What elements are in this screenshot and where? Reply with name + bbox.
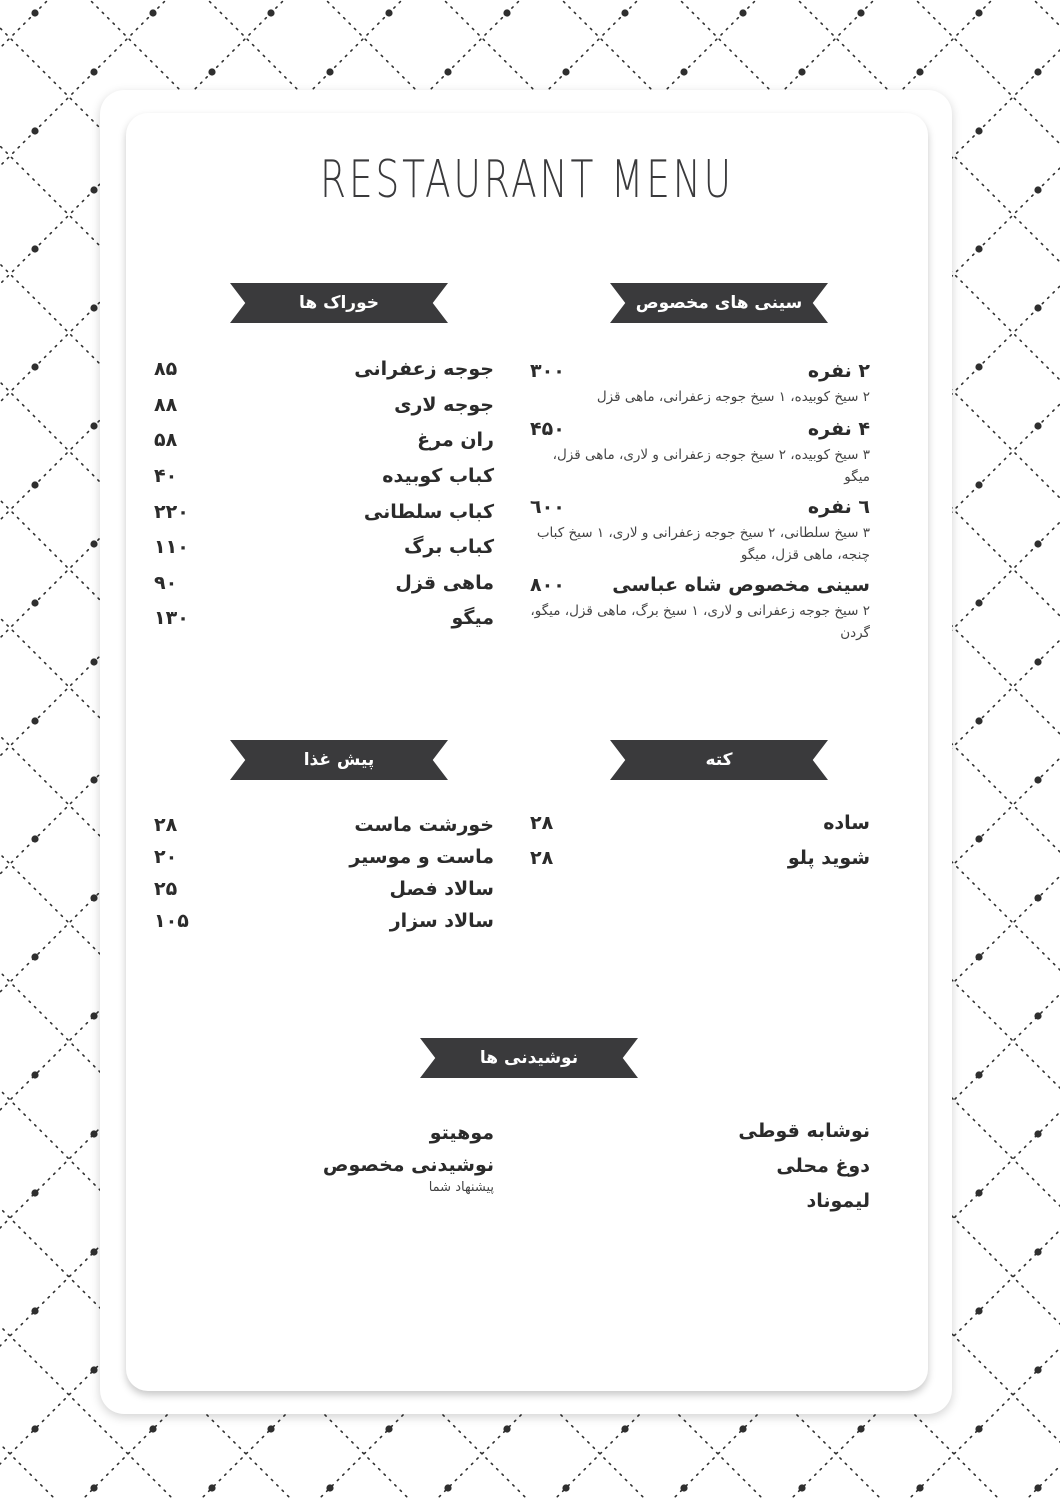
item-price: ۲۸ xyxy=(530,847,553,869)
pattern-dot xyxy=(31,953,38,960)
item-price: ۲۰ xyxy=(154,846,177,868)
pattern-dot xyxy=(90,1248,97,1255)
pattern-dot xyxy=(1034,1012,1041,1019)
pattern-dot xyxy=(31,1425,38,1432)
pattern-dot xyxy=(975,1307,982,1314)
ribbon-drinks-label: نوشیدنی ها xyxy=(480,1048,578,1068)
pattern-dot xyxy=(1034,540,1041,547)
pattern-dot xyxy=(1034,68,1041,75)
item-price: ۹۰ xyxy=(154,572,177,594)
item-price: ۳۰۰ xyxy=(530,360,565,382)
item-price: ۱۱۰ xyxy=(154,536,189,558)
item-description: ۲ سیخ جوجه زعفرانی و لاری، ۱ سیخ برگ، ماهی قزل، میگو، گردن xyxy=(530,600,870,644)
pattern-dot xyxy=(975,9,982,16)
pattern-dot xyxy=(31,127,38,134)
pattern-dot xyxy=(208,68,215,75)
pattern-dot xyxy=(975,717,982,724)
ribbon-appetizers-label: پیش غذا xyxy=(304,750,375,770)
main-item xyxy=(154,394,494,416)
pattern-dot xyxy=(267,9,274,16)
kateh-item xyxy=(530,847,870,869)
item-name: سالاد سزار xyxy=(390,910,494,932)
pattern-dot xyxy=(31,835,38,842)
pattern-dot xyxy=(31,9,38,16)
pattern-dot xyxy=(975,835,982,842)
pattern-dot xyxy=(916,1484,923,1491)
pattern-dot xyxy=(31,1307,38,1314)
pattern-dot xyxy=(90,1130,97,1137)
drink-note: پیشنهاد شما xyxy=(154,1180,494,1195)
pattern-dot xyxy=(90,894,97,901)
main-item xyxy=(154,607,494,629)
item-price: ۸۵ xyxy=(154,358,177,380)
main-item xyxy=(154,358,494,380)
pattern-dot xyxy=(975,953,982,960)
main-item xyxy=(154,429,494,451)
pattern-dot xyxy=(90,1366,97,1373)
pattern-dot xyxy=(1034,894,1041,901)
pattern-dot xyxy=(562,1484,569,1491)
pattern-dot xyxy=(975,127,982,134)
pattern-dot xyxy=(31,363,38,370)
pattern-dot xyxy=(798,1484,805,1491)
pattern-dot xyxy=(90,422,97,429)
drink-item: لیموناد xyxy=(530,1190,870,1212)
ribbon-kateh-label: کته xyxy=(705,750,732,770)
ribbon-trays-label: سینی های مخصوص xyxy=(636,293,802,313)
pattern-dot xyxy=(444,1484,451,1491)
ribbon-trays xyxy=(610,283,828,323)
item-name: ٦ نفره xyxy=(808,496,870,518)
ribbon-mains xyxy=(230,283,448,323)
item-name: ماهی قزل xyxy=(395,572,494,594)
pattern-dot xyxy=(385,1425,392,1432)
drink-item: نوشابه قوطی xyxy=(530,1120,870,1142)
ribbon-drinks xyxy=(420,1038,638,1078)
pattern-dot xyxy=(90,304,97,311)
pattern-dot xyxy=(326,68,333,75)
pattern-dot xyxy=(31,245,38,252)
pattern-dot xyxy=(90,776,97,783)
pattern-dot xyxy=(857,9,864,16)
item-price: ۲۸ xyxy=(154,814,177,836)
item-name: جوجه لاری xyxy=(394,394,494,416)
item-price: ۲۲۰ xyxy=(154,501,189,523)
pattern-dot xyxy=(680,68,687,75)
item-price: ۸۰۰ xyxy=(530,574,565,596)
pattern-dot xyxy=(149,9,156,16)
item-name: خورشت ماست xyxy=(354,814,494,836)
pattern-dot xyxy=(31,1071,38,1078)
pattern-dot xyxy=(1034,1130,1041,1137)
item-price: ٦۰۰ xyxy=(530,496,565,518)
item-price: ۴۰ xyxy=(154,465,177,487)
pattern-dot xyxy=(1034,422,1041,429)
pattern-dot xyxy=(1034,658,1041,665)
item-name: میگو xyxy=(452,607,494,629)
pattern-dot xyxy=(1034,186,1041,193)
pattern-dot xyxy=(621,9,628,16)
ribbon-appetizers xyxy=(230,740,448,780)
item-name: کباب سلطانی xyxy=(364,501,494,523)
main-item xyxy=(154,465,494,487)
pattern-dot xyxy=(503,1425,510,1432)
pattern-dot xyxy=(31,481,38,488)
item-price: ۱۰۵ xyxy=(154,910,189,932)
pattern-dot xyxy=(975,481,982,488)
pattern-dot xyxy=(975,363,982,370)
pattern-dot xyxy=(326,1484,333,1491)
pattern-dot xyxy=(621,1425,628,1432)
pattern-dot xyxy=(680,1484,687,1491)
pattern-dot xyxy=(739,1425,746,1432)
pattern-dot xyxy=(31,599,38,606)
item-price: ۸۸ xyxy=(154,394,177,416)
item-name: ساده xyxy=(823,812,870,834)
item-name: ماست و موسیر xyxy=(349,846,494,868)
ribbon-kateh xyxy=(610,740,828,780)
drink-item: دوغ محلی xyxy=(530,1155,870,1177)
kateh-item xyxy=(530,812,870,834)
item-name: شوید پلو xyxy=(788,847,870,869)
appetizer-item xyxy=(154,878,494,900)
item-name: جوجه زعفرانی xyxy=(354,358,494,380)
pattern-dot xyxy=(385,9,392,16)
pattern-dot xyxy=(562,68,569,75)
drink-item: نوشیدنی مخصوص xyxy=(154,1154,494,1176)
item-description: ۲ سیخ کوبیده، ۱ سیخ جوجه زعفرانی، ماهی قزل xyxy=(530,386,870,408)
tray-item xyxy=(530,360,870,382)
pattern-dot xyxy=(975,1189,982,1196)
pattern-dot xyxy=(975,1071,982,1078)
pattern-dot xyxy=(90,658,97,665)
appetizer-item xyxy=(154,846,494,868)
pattern-dot xyxy=(1034,1248,1041,1255)
pattern-dot xyxy=(916,68,923,75)
pattern-dot xyxy=(90,540,97,547)
pattern-dot xyxy=(1034,776,1041,783)
item-name: ۴ نفره xyxy=(808,418,870,440)
pattern-dot xyxy=(857,1425,864,1432)
pattern-dot xyxy=(503,9,510,16)
pattern-dot xyxy=(975,245,982,252)
pattern-dot xyxy=(31,717,38,724)
pattern-dot xyxy=(1034,304,1041,311)
item-name: کباب برگ xyxy=(404,536,494,558)
item-price: ۵۸ xyxy=(154,429,177,451)
pattern-dot xyxy=(798,68,805,75)
pattern-dot xyxy=(31,1189,38,1196)
pattern-dot xyxy=(90,1484,97,1491)
pattern-dot xyxy=(267,1425,274,1432)
item-price: ۴۵۰ xyxy=(530,418,565,440)
item-description: ۳ سیخ کوبیده، ۲ سیخ جوجه زعفرانی و لاری، ماهی قزل، میگو xyxy=(530,444,870,488)
ribbon-mains-label: خوراک ها xyxy=(299,293,379,313)
pattern-dot xyxy=(90,186,97,193)
item-name: سالاد فصل xyxy=(390,878,494,900)
item-name: ۲ نفره xyxy=(808,360,870,382)
tray-item xyxy=(530,418,870,440)
item-price: ۱۳۰ xyxy=(154,607,189,629)
item-name: کباب کوبیده xyxy=(382,465,494,487)
menu-title: RESTAURANT MENU xyxy=(238,150,815,210)
pattern-dot xyxy=(739,9,746,16)
pattern-dot xyxy=(975,599,982,606)
pattern-dot xyxy=(90,1012,97,1019)
tray-item xyxy=(530,574,870,596)
item-description: ۳ سیخ سلطانی، ۲ سیخ جوجه زعفرانی و لاری، ۱ سیخ کباب چنجه، ماهی قزل، میگو xyxy=(530,522,870,566)
pattern-dot xyxy=(1034,1366,1041,1373)
pattern-dot xyxy=(149,1425,156,1432)
pattern-dot xyxy=(1034,1484,1041,1491)
item-price: ۲۸ xyxy=(530,812,553,834)
item-price: ۲۵ xyxy=(154,878,177,900)
main-item xyxy=(154,536,494,558)
item-name: ران مرغ xyxy=(417,429,494,451)
appetizer-item xyxy=(154,910,494,932)
pattern-dot xyxy=(975,1425,982,1432)
drink-item: موهیتو xyxy=(154,1122,494,1144)
pattern-dot xyxy=(208,1484,215,1491)
main-item xyxy=(154,501,494,523)
tray-item xyxy=(530,496,870,518)
main-item xyxy=(154,572,494,594)
pattern-dot xyxy=(444,68,451,75)
pattern-dot xyxy=(90,68,97,75)
item-name: سینی مخصوص شاه عباسی xyxy=(612,574,870,596)
appetizer-item xyxy=(154,814,494,836)
